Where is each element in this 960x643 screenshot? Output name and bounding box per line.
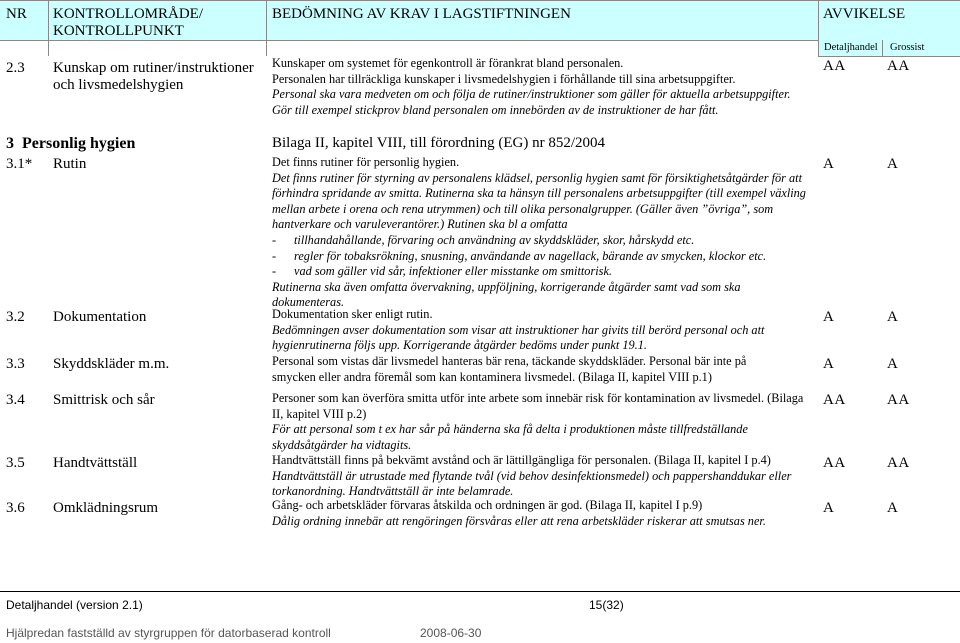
- row-3-1-area: Rutin: [53, 156, 87, 172]
- row-3-1-text: [272, 155, 808, 311]
- row-3-2-italic: Bedömningen avser dokumentation som visar att instruktioner har givits till berörd personal och att hygienrutinerna följs upp. Korrigerande åtgärder bedöms under punkt 19.1.: [272, 322, 765, 353]
- row-2-3-text: [272, 56, 812, 118]
- row-3-2-area: Dokumentation: [53, 309, 147, 325]
- row-3-4-text: [272, 391, 812, 453]
- header-area-line1: KONTROLLOMRÅDE/: [53, 6, 203, 22]
- col-divider-3: [818, 0, 819, 56]
- row-3-6-wholesale: A: [887, 500, 899, 516]
- row-3-1-bullet3: - vad som gäller vid sår, infektioner eller misstanke om smittorisk.: [272, 264, 612, 279]
- row-3-1-wholesale: A: [887, 156, 899, 172]
- row-3-6-italic: Dålig ordning innebär att rengöringen försvåras eller att rena arbetskläder riskerar att smutsas ner.: [272, 513, 766, 528]
- row-2-3-area: Kunskap om rutiner/instruktioner och livsmedelshygien: [53, 60, 254, 93]
- header-deviation: AVVIKELSE: [823, 6, 906, 22]
- header-area: [53, 6, 203, 40]
- header-detail: Detaljhandel: [824, 42, 878, 53]
- row-3-2-detail: A: [823, 309, 835, 325]
- row-3-1-bullet3-text: vad som gäller vid sår, infektioner eller misstanke om smittorisk.: [294, 264, 612, 279]
- row-3-4-detail: AA: [823, 392, 846, 408]
- row-3-2-line1: Dokumentation sker enligt rutin.: [272, 307, 433, 321]
- row-3-3-nr: 3.3: [6, 356, 25, 372]
- footer-rule: [0, 591, 960, 592]
- dev-sub-divider: [818, 56, 960, 57]
- row-3-3-text: [272, 354, 772, 385]
- row-3-5-detail: AA: [823, 455, 846, 471]
- row-2-3-italic: Personal ska vara medveten om och följa de rutiner/instruktioner som gäller för aktuella arbetsuppgifter. Gör till exempel stickprov bland personalen om innebörden av de instruktioner de har fått.: [272, 87, 791, 117]
- header-divider: [0, 0, 960, 1]
- row-3-4-wholesale: AA: [887, 392, 910, 408]
- row-2-3-nr: 2.3: [6, 60, 25, 76]
- row-2-3-line2: Personalen har tillräckliga kunskaper i livsmedelshygien i förhållande till sina arbetsuppgifter.: [272, 71, 736, 86]
- row-3-1-detail: A: [823, 156, 835, 172]
- row-3-1-italic1: Det finns rutiner för styrning av personalens klädsel, personlig hygien samt för försiktighetsåtgärder för att förhindra spridande av smitta. Rutinerna ska ta hänsyn till personalens arbetsuppgifter (till exempel växling mellan arbete i orena och rena utrymmen) och till olika personalgrupper. (Gäller även ”övriga”, som hantverkare och varuleverantörer.) Rutinen ska bl a omfatta: [272, 170, 806, 232]
- row-3-6-line1: Gång- och arbetskläder förvaras åtskilda och ordningen är god. (Bilaga II, kapitel I p.9): [272, 498, 703, 512]
- header-bottom: [0, 40, 818, 41]
- row-3-4-italic: För att personal som t ex har sår på händerna ska få delta i produktionen måste tillfredställande skyddsåtgärder ha vidtagits.: [272, 422, 748, 452]
- row-3-1-bullet2-text: regler för tobaksrökning, snusning, användande av nagellack, bärande av smycken, klockor etc.: [294, 248, 767, 263]
- row-3-5-line1: Handtvättställ finns på bekvämt avstånd och är lättillgängliga för personalen. (Bilaga II, kapitel I p.4): [272, 453, 771, 467]
- row-3-1-bullet2: - regler för tobaksrökning, snusning, användande av nagellack, bärande av smycken, klockor etc.: [272, 248, 767, 263]
- row-3-5-area: Handtvättställ: [53, 455, 138, 471]
- row-3-6-nr: 3.6: [6, 500, 25, 516]
- footer-date: 2008-06-30: [420, 626, 482, 640]
- row-3-3-wholesale: A: [887, 356, 899, 372]
- row-3-5-nr: 3.5: [6, 455, 25, 471]
- row-3-3-line1: Personal som vistas där livsmedel hanteras bär rena, täckande skyddskläder. Personal bär inte på smycken eller andra föremål som kan kontaminera livsmedel. (Bilaga II, kapitel VIII p.1): [272, 354, 747, 384]
- row-3-4-area: Smittrisk och sår: [53, 392, 155, 408]
- section-3-ref: Bilaga II, kapitel VIII, till förordning (EG) nr 852/2004: [272, 135, 605, 151]
- row-3-2-nr: 3.2: [6, 309, 25, 325]
- row-2-3-wholesale: AA: [887, 58, 910, 74]
- header-nr: NR: [6, 6, 27, 22]
- footer-doc: Detaljhandel (version 2.1): [6, 598, 143, 612]
- row-3-1-italic2: Rutinerna ska även omfatta övervakning, uppföljning, korrigerande åtgärder samt vad som ska dokumenteras.: [272, 279, 741, 310]
- row-3-3-area: Skyddskläder m.m.: [53, 356, 170, 372]
- row-3-1-bullet1-text: tillhandahållande, förvaring och användning av skyddskläder, skor, hårskydd etc.: [294, 232, 695, 247]
- row-3-5-italic: Handtvättställ är utrustade med flytande tvål (vid behov desinfektionsmedel) och pappershanddukar eller torkanordning. Handtvättställ är inte belamrade.: [272, 468, 792, 499]
- row-3-4-nr: 3.4: [6, 392, 25, 408]
- row-3-1-nr: 3.1*: [6, 156, 33, 172]
- row-3-1-bullet1: - tillhandahållande, förvaring och användning av skyddskläder, skor, hårskydd etc.: [272, 232, 695, 247]
- header-wholesale: Grossist: [890, 42, 925, 53]
- col-divider-2: [266, 0, 267, 56]
- row-3-5-text: [272, 453, 812, 500]
- row-3-2-text: [272, 307, 812, 354]
- col-divider-4: [882, 40, 883, 56]
- footer-note: Hjälpredan fastställd av styrgruppen för datorbaserad kontroll: [6, 626, 331, 640]
- header-area-line2: KONTROLLPUNKT: [53, 23, 184, 39]
- row-3-6-area: Omklädningsrum: [53, 500, 158, 516]
- row-3-3-detail: A: [823, 356, 835, 372]
- row-3-6-detail: A: [823, 500, 835, 516]
- col-divider-1: [48, 0, 49, 56]
- header-assessment: BEDÖMNING AV KRAV I LAGSTIFTNINGEN: [272, 6, 571, 22]
- row-3-1-line1: Det finns rutiner för personlig hygien.: [272, 155, 460, 169]
- row-3-2-wholesale: A: [887, 309, 899, 325]
- row-3-4-line1: Personer som kan överföra smitta utför inte arbete som innebär risk för kontamination av livsmedel. (Bilaga II, kapitel VIII p.2): [272, 391, 804, 421]
- row-3-6-text: [272, 498, 812, 529]
- row-2-3-line1: Kunskaper om systemet för egenkontroll är förankrat bland personalen.: [272, 56, 624, 70]
- section-3-title: 3 Personlig hygien: [6, 135, 136, 152]
- row-2-3-detail: AA: [823, 58, 846, 74]
- footer-page: 15(32): [589, 598, 624, 612]
- row-3-5-wholesale: AA: [887, 455, 910, 471]
